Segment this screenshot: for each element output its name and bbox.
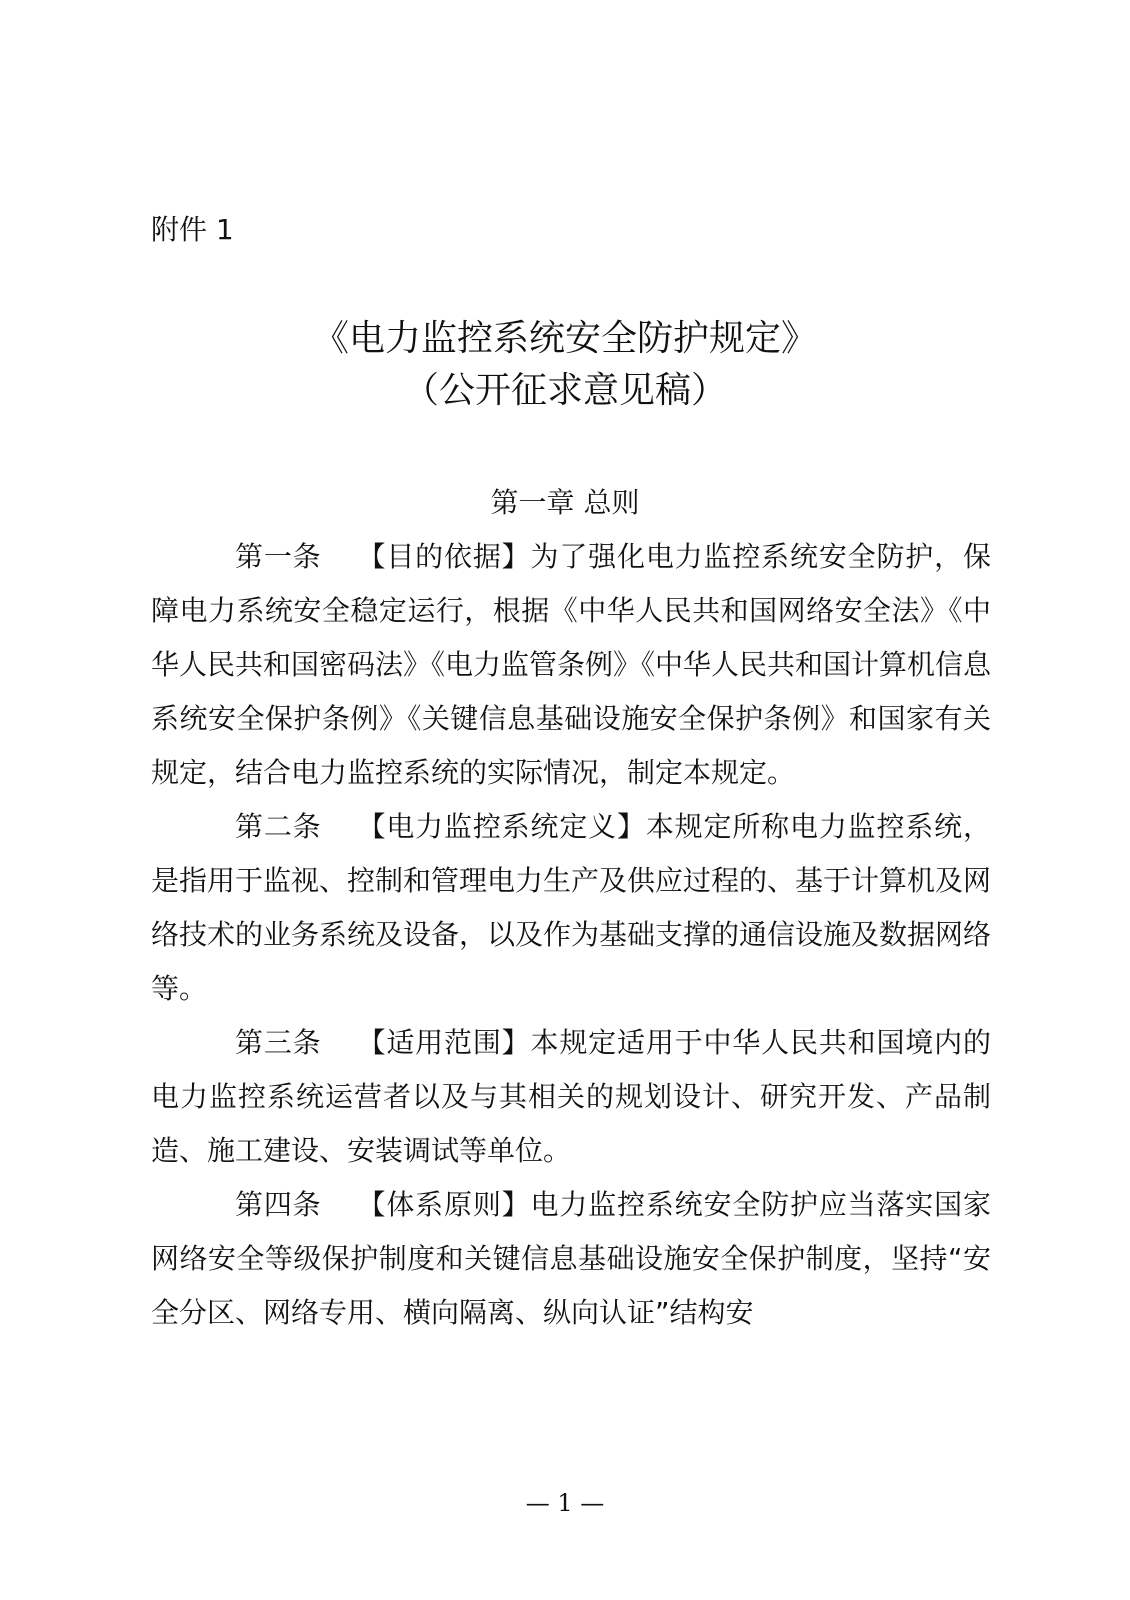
document-subtitle: （公开征求意见稿） <box>402 370 727 411</box>
article-text: 【电力监控系统定义】本规定所称电力监控系统，是指用于监视、控制和管理电力生产及供应过程的、基于计算机及网络技术的业务系统及设备，以及作为基础支撑的通信设施及数据网络等。 <box>151 810 992 1005</box>
article-number: 第四条 <box>235 1188 322 1221</box>
article-3 <box>151 1016 991 1178</box>
article-number: 第三条 <box>235 1026 322 1059</box>
article-2 <box>151 800 991 1016</box>
chapter-heading: 第一章 总则 <box>490 486 640 519</box>
article-text: 【体系原则】电力监控系统安全防护应当落实国家网络安全等级保护制度和关键信息基础设施安全保护制度，坚持“安全分区、网络专用、横向隔离、纵向认证”结构安 <box>151 1188 991 1329</box>
page-number: — 1 — <box>525 1489 605 1517</box>
document-title: 《电力监控系统安全防护规定》 <box>312 318 817 359</box>
article-text: 【目的依据】为了强化电力监控系统安全防护，保障电力系统安全稳定运行，根据《中华人民共和国网络安全法》《中华人民共和国密码法》《电力监管条例》《中华人民共和国计算机信息系统安全保护条例》《关键信息基础设施安全保护条例》和国家有关规定，结合电力监控系统的实际情况，制定本规定。 <box>151 540 992 789</box>
document-body <box>151 530 991 1340</box>
article-number: 第一条 <box>235 540 322 573</box>
document-title-block <box>0 313 1130 417</box>
attachment-label: 附件 1 <box>151 213 234 246</box>
article-4 <box>151 1178 991 1340</box>
article-1 <box>151 530 991 800</box>
article-number: 第二条 <box>235 810 322 843</box>
article-text: 【适用范围】本规定适用于中华人民共和国境内的电力监控系统运营者以及与其相关的规划设计、研究开发、产品制造、施工建设、安装调试等单位。 <box>151 1026 991 1167</box>
